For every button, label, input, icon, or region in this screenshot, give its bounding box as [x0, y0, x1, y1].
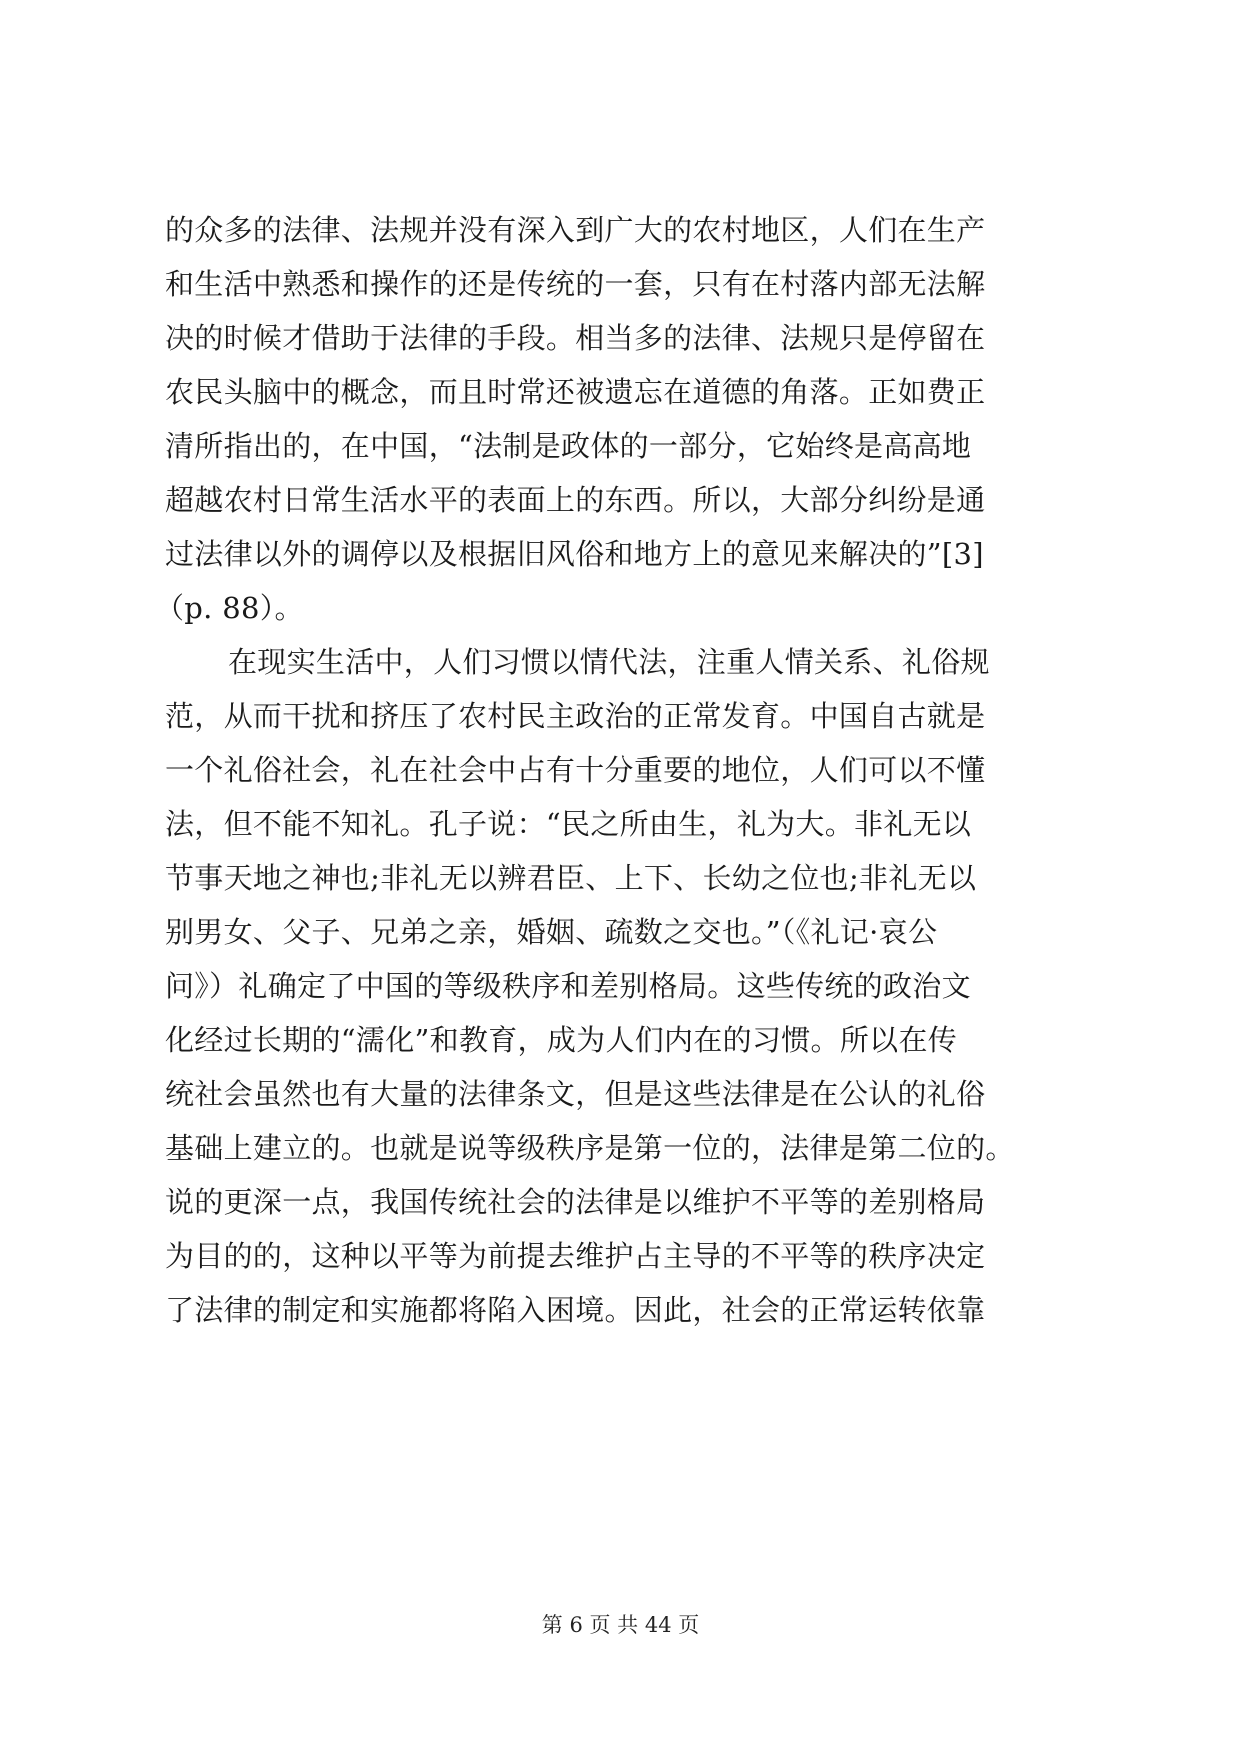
text-line: 别男女、父子、兄弟之亲，婚姻、疏数之交也。”（《礼记·哀公: [165, 915, 938, 949]
page-footer: 第 6 页 共 44 页: [541, 1613, 700, 1637]
text-line: 问》）礼确定了中国的等级秩序和差别格局。这些传统的政治文: [165, 969, 971, 1003]
text-line: （p. 88）。: [155, 591, 304, 625]
text-line: 说的更深一点，我国传统社会的法律是以维护不平等的差别格局: [165, 1185, 986, 1219]
text-line: 节事天地之神也;非礼无以辨君臣、上下、长幼之位也;非礼无以: [165, 861, 977, 895]
text-line: 范，从而干扰和挤压了农村民主政治的正常发育。中国自古就是: [165, 699, 986, 733]
paragraph-first-line: 在现实生活中，人们习惯以情代法，注重人情关系、礼俗规: [228, 645, 990, 679]
text-line: 一个礼俗社会，礼在社会中占有十分重要的地位，人们可以不懂: [165, 753, 986, 787]
text-line: 过法律以外的调停以及根据旧风俗和地方上的意见来解决的”[3]: [165, 537, 984, 571]
text-line: 清所指出的，在中国，“法制是政体的一部分，它始终是高高地: [165, 429, 972, 463]
text-line: 和生活中熟悉和操作的还是传统的一套，只有在村落内部无法解: [165, 267, 986, 301]
text-line: 为目的的，这种以平等为前提去维护占主导的不平等的秩序决定: [165, 1239, 986, 1273]
text-line: 超越农村日常生活水平的表面上的东西。所以，大部分纠纷是通: [165, 483, 986, 517]
text-line: 化经过长期的“濡化”和教育，成为人们内在的习惯。所以在传: [165, 1023, 958, 1057]
text-line: 法，但不能不知礼。孔子说：“民之所由生，礼为大。非礼无以: [165, 807, 972, 841]
text-line: 农民头脑中的概念，而且时常还被遗忘在道德的角落。正如费正: [165, 375, 986, 409]
text-line: 决的时候才借助于法律的手段。相当多的法律、法规只是停留在: [165, 321, 986, 355]
text-line: 基础上建立的。也就是说等级秩序是第一位的，法律是第二位的。: [165, 1131, 1015, 1165]
text-line: 的众多的法律、法规并没有深入到广大的农村地区，人们在生产: [165, 213, 986, 247]
text-line: 了法律的制定和实施都将陷入困境。因此，社会的正常运转依靠: [165, 1293, 986, 1327]
text-line: 统社会虽然也有大量的法律条文，但是这些法律是在公认的礼俗: [165, 1077, 986, 1111]
